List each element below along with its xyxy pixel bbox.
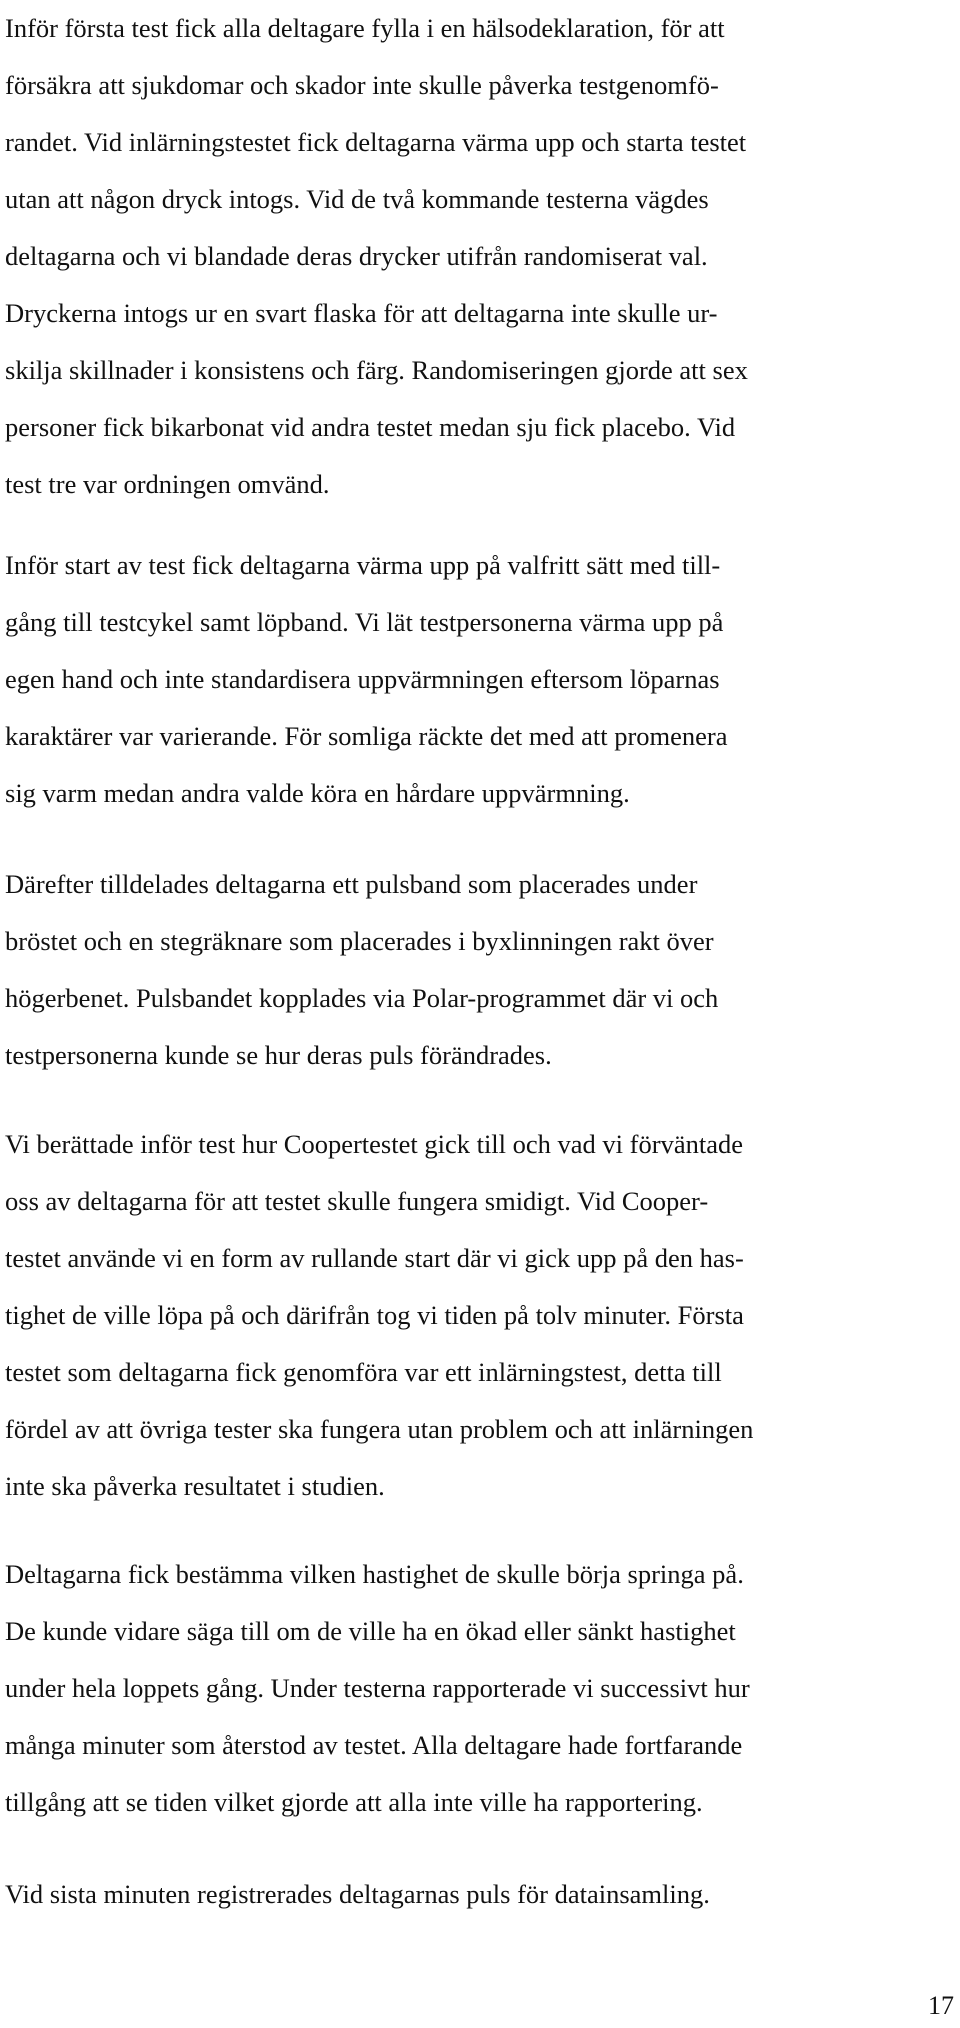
text-line: karaktärer var varierande. För somliga räckte det med att promenera: [5, 721, 728, 751]
text-line: bröstet och en stegräknare som placerades i byxlinningen rakt över: [5, 926, 714, 956]
text-line: gång till testcykel samt löpband. Vi lät testpersonerna värma upp på: [5, 607, 724, 637]
text-line: Därefter tilldelades deltagarna ett pulsband som placerades under: [5, 869, 698, 899]
paragraph-4: [5, 1116, 753, 1515]
text-line: testet använde vi en form av rullande start där vi gick upp på den has-: [5, 1243, 744, 1273]
text-line: sig varm medan andra valde köra en hårdare uppvärmning.: [5, 778, 630, 808]
text-line: Inför start av test fick deltagarna värma upp på valfritt sätt med till-: [5, 550, 721, 580]
text-line: test tre var ordningen omvänd.: [5, 469, 330, 499]
text-line: under hela loppets gång. Under testerna rapporterade vi successivt hur: [5, 1673, 750, 1703]
text-line: högerbenet. Pulsbandet kopplades via Polar-programmet där vi och: [5, 983, 719, 1013]
paragraph-5: [5, 1546, 750, 1831]
text-line: personer fick bikarbonat vid andra testet medan sju fick placebo. Vid: [5, 412, 736, 442]
text-line: deltagarna och vi blandade deras drycker utifrån randomiserat val.: [5, 241, 708, 271]
text-line: De kunde vidare säga till om de ville ha en ökad eller sänkt hastighet: [5, 1616, 736, 1646]
text-line: tighet de ville löpa på och därifrån tog vi tiden på tolv minuter. Första: [5, 1300, 744, 1330]
text-line: randet. Vid inlärningstestet fick deltagarna värma upp och starta testet: [5, 127, 747, 157]
text-line: många minuter som återstod av testet. Alla deltagare hade fortfarande: [5, 1730, 743, 1760]
text-line: oss av deltagarna för att testet skulle fungera smidigt. Vid Cooper-: [5, 1186, 709, 1216]
text-line: Deltagarna fick bestämma vilken hastighet de skulle börja springa på.: [5, 1559, 744, 1589]
text-line: Vid sista minuten registrerades deltagarnas puls för datainsamling.: [5, 1879, 710, 1909]
text-line: egen hand och inte standardisera uppvärmningen eftersom löparnas: [5, 664, 720, 694]
text-line: testet som deltagarna fick genomföra var ett inlärningstest, detta till: [5, 1357, 722, 1387]
text-line: försäkra att sjukdomar och skador inte skulle påverka testgenomfö-: [5, 70, 719, 100]
text-line: testpersonerna kunde se hur deras puls förändrades.: [5, 1040, 552, 1070]
paragraph-2: [5, 537, 728, 822]
page-number: 17: [928, 1991, 954, 2020]
paragraph-6: [5, 1866, 710, 1923]
text-line: Vi berättade inför test hur Coopertestet gick till och vad vi förväntade: [5, 1129, 743, 1159]
text-line: inte ska påverka resultatet i studien.: [5, 1471, 385, 1501]
text-line: Inför första test fick alla deltagare fylla i en hälsodeklaration, för att: [5, 13, 725, 43]
paragraph-1: [5, 0, 748, 513]
text-line: utan att någon dryck intogs. Vid de två kommande testerna vägdes: [5, 184, 709, 214]
text-line: fördel av att övriga tester ska fungera utan problem och att inlärningen: [5, 1414, 754, 1444]
text-line: skilja skillnader i konsistens och färg. Randomiseringen gjorde att sex: [5, 355, 748, 385]
paragraph-3: [5, 856, 718, 1084]
text-line: Dryckerna intogs ur en svart flaska för att deltagarna inte skulle ur-: [5, 298, 718, 328]
text-line: tillgång att se tiden vilket gjorde att alla inte ville ha rapportering.: [5, 1787, 703, 1817]
